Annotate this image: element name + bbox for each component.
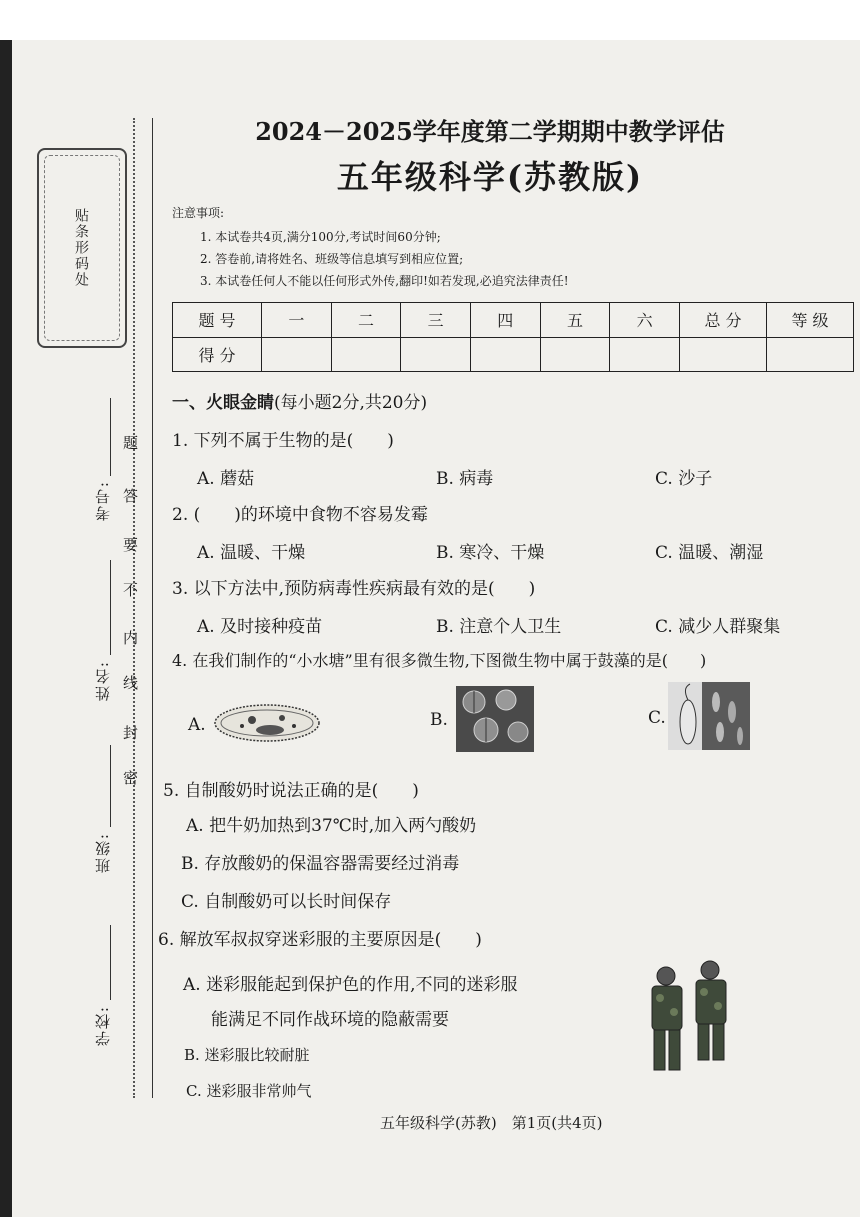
section-title: 一、火眼金睛(每小题2分,共20分) — [172, 393, 428, 413]
binding-line — [152, 118, 153, 1098]
score-cell — [262, 337, 332, 372]
score-header-cell: 六 — [610, 303, 680, 338]
score-cell — [331, 337, 401, 372]
score-header-cell: 二 — [331, 303, 401, 338]
option: B. 病毒 — [436, 469, 494, 489]
option: C. 沙子 — [655, 469, 713, 489]
paramecium-image — [212, 698, 322, 748]
option-continued: 能满足不同作战环境的隐蔽需要 — [211, 1010, 449, 1030]
seal-char: 答 — [121, 488, 139, 505]
exam-title: 2024－2025学年度第二学期期中教学评估 — [255, 117, 725, 146]
field-line — [110, 925, 111, 1000]
desmid-image — [456, 686, 534, 752]
question-stem: 4. 在我们制作的“小水塘”里有很多微生物,下图微生物中属于鼓藻的是( ) — [172, 651, 707, 670]
option: C. 温暖、潮湿 — [655, 543, 764, 563]
score-table — [172, 302, 854, 372]
score-cell — [610, 337, 680, 372]
seal-char: 题 — [121, 435, 139, 452]
score-header-cell: 五 — [540, 303, 610, 338]
score-cell — [680, 337, 767, 372]
option: A. 温暖、干燥 — [197, 543, 306, 563]
seal-char: 要 — [121, 537, 139, 554]
binding-dashed-line — [133, 118, 135, 1098]
notice-item: 1. 本试卷共4页,满分100分,考试时间60分钟; — [200, 230, 441, 244]
question-stem: 1. 下列不属于生物的是( ) — [172, 431, 394, 451]
seal-char: 内 — [121, 630, 139, 647]
notice-item: 3. 本试卷任何人不能以任何形式外传,翻印!如若发现,必追究法律责任! — [200, 274, 569, 288]
question-stem: 3. 以下方法中,预防病毒性疾病最有效的是( ) — [172, 579, 536, 599]
notice-heading: 注意事项: — [172, 206, 225, 220]
score-row-label: 得 分 — [173, 337, 262, 372]
exam-subject: 五年级科学(苏教版) — [336, 158, 644, 196]
field-school: 学校: — [94, 1005, 112, 1047]
option: B. — [430, 710, 448, 730]
question-stem: 6. 解放军叔叔穿迷彩服的主要原因是( ) — [158, 930, 482, 950]
seal-char: 不 — [121, 582, 139, 599]
question-stem: 5. 自制酸奶时说法正确的是( ) — [163, 781, 419, 801]
page-footer: 五年级科学(苏教) 第1页(共4页) — [380, 1114, 603, 1132]
field-line — [110, 398, 111, 476]
seal-char: 线 — [121, 675, 139, 692]
option: A. 迷彩服能起到保护色的作用,不同的迷彩服 — [183, 975, 518, 995]
field-line — [110, 560, 111, 655]
field-exam-number: 考号: — [94, 480, 112, 522]
score-cell — [540, 337, 610, 372]
score-cell — [470, 337, 540, 372]
seal-char: 封 — [121, 725, 139, 742]
option: C. 自制酸奶可以长时间保存 — [181, 892, 392, 912]
score-cell — [401, 337, 471, 372]
score-header-cell: 总 分 — [680, 303, 767, 338]
option: A. 蘑菇 — [197, 469, 255, 489]
score-header-cell: 四 — [470, 303, 540, 338]
option: C. 迷彩服非常帅气 — [186, 1082, 312, 1100]
field-line — [110, 745, 111, 827]
option: A. 及时接种疫苗 — [197, 617, 323, 637]
option: B. 寒冷、干燥 — [436, 543, 545, 563]
soldiers-image — [640, 958, 740, 1078]
option: A. — [188, 715, 206, 735]
field-name: 姓名: — [94, 660, 112, 702]
option: B. 存放酸奶的保温容器需要经过消毒 — [181, 854, 460, 874]
option: B. 注意个人卫生 — [436, 617, 562, 637]
score-header-cell: 题 号 — [173, 303, 262, 338]
score-header-cell: 一 — [262, 303, 332, 338]
field-class: 班级: — [94, 832, 112, 874]
barcode-area — [37, 148, 127, 348]
barcode-label: 贴条形码处 — [73, 208, 89, 288]
scan-edge — [0, 40, 12, 1217]
option: A. 把牛奶加热到37℃时,加入两勺酸奶 — [186, 816, 477, 836]
option: C. — [648, 708, 666, 728]
notice-item: 2. 答卷前,请将姓名、班级等信息填写到相应位置; — [200, 252, 464, 266]
question-stem: 2. ( )的环境中食物不容易发霉 — [172, 505, 428, 525]
euglena-image — [668, 682, 750, 750]
score-header-cell: 三 — [401, 303, 471, 338]
option: C. 减少人群聚集 — [655, 617, 781, 637]
seal-char: 密 — [121, 770, 139, 787]
score-header-cell: 等 级 — [767, 303, 854, 338]
score-cell — [767, 337, 854, 372]
option: B. 迷彩服比较耐脏 — [184, 1046, 310, 1064]
